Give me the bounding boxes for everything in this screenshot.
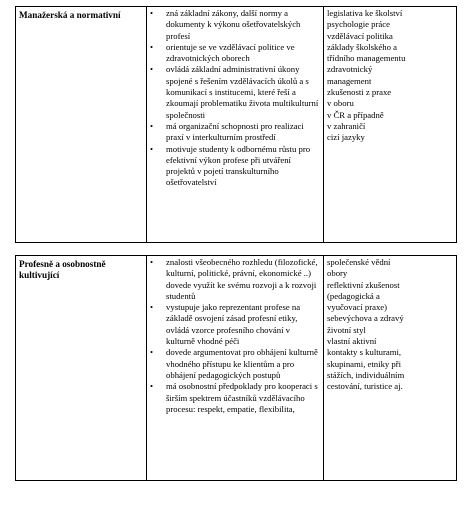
category-cell — [16, 256, 147, 481]
resource-line: (pedagogická a — [327, 290, 380, 301]
resource-line: společenské vědní — [327, 257, 391, 267]
category-label: Manažerská a normativní — [19, 10, 121, 20]
bullet-icon: • — [150, 64, 154, 75]
competency-text: vystupuje jako reprezentant profese na základě osvojení zásad profesní etiky, ovládá vzorce profesního chování v kulturně vhodné péči — [166, 302, 301, 347]
table-row — [16, 256, 457, 481]
resource-line: vyučovací praxe) — [327, 302, 388, 313]
resource-line: cestování, turistice aj. — [327, 381, 403, 392]
list-item — [147, 302, 321, 347]
competency-text: má osobnostní předpoklady pro kooperaci s širším spektrem účastníků vzdělávacího procesu: respekt, empatie, flexibilita, — [166, 381, 318, 414]
resource-line: kontakty s kulturami, — [327, 347, 402, 358]
resource-line: zkušenosti z praxe — [327, 87, 392, 98]
competencies-cell — [147, 7, 324, 243]
list-item — [147, 64, 321, 120]
competency-list — [147, 7, 323, 189]
resource-line: třídního managementu — [327, 53, 406, 64]
list-item — [147, 257, 321, 302]
bullet-icon: • — [150, 41, 154, 52]
resource-line: vlastní aktivní — [327, 336, 377, 347]
list-item — [147, 144, 321, 189]
bullet-icon: • — [150, 347, 154, 358]
competency-table-managerial — [15, 6, 457, 243]
resource-line: reflektivní zkušenost — [327, 279, 400, 290]
resource-line: životní styl — [327, 324, 366, 335]
table-row — [16, 7, 457, 243]
resource-line: základy školského a — [327, 41, 397, 52]
resources-cell — [324, 7, 457, 243]
competency-list — [147, 256, 323, 415]
competency-text: znalosti všeobecného rozhledu (filozofické, kulturní, politické, právní, ekonomické ..) dovede využít ke svému rozvoji a k rozvoji studentů — [166, 257, 318, 301]
resource-list — [324, 7, 456, 144]
resource-line: psychologie práce — [327, 19, 390, 30]
competency-text: zná základní zákony, další normy a dokumenty k výkonu ošetřovatelských profesí — [166, 8, 301, 41]
resource-line: management — [327, 75, 372, 86]
category-label: Profesně a osobnostně kultivující — [19, 259, 106, 281]
bullet-icon: • — [150, 257, 154, 267]
resource-line: legislativa ke školství — [327, 8, 403, 18]
competency-text: má organizační schopnosti pro realizaci praxí v interkulturním prostředí — [166, 120, 304, 143]
list-item — [147, 121, 321, 144]
resource-line: obory — [327, 268, 348, 279]
competency-text: dovede argumentovat pro obhájení kulturně vhodného přístupu ke klientům a pro obhájení pedagogických postupů — [166, 347, 318, 380]
category-cell — [16, 7, 147, 243]
list-item — [147, 381, 321, 415]
resources-cell — [324, 256, 457, 481]
resource-line: v zahraničí — [327, 120, 366, 131]
resource-line: v oboru — [327, 98, 354, 109]
resource-line: stážích, individuálním — [327, 369, 405, 380]
competency-text: ovládá základní administrativní úkony spojené s řešením vzdělávacích úkolů a s komunikací s institucemi, které řeší a zkoumají problematiku života multikulturní společnosti — [166, 64, 319, 120]
competency-text: orientuje se ve vzdělávací politice ve zdravotnických oborech — [166, 41, 295, 64]
bullet-icon: • — [150, 302, 154, 313]
competencies-cell — [147, 256, 324, 481]
list-item — [147, 347, 321, 381]
list-item — [147, 42, 321, 65]
bullet-icon: • — [150, 143, 154, 154]
list-item — [147, 8, 321, 42]
resource-line: cizí jazyky — [327, 132, 365, 143]
bullet-icon: • — [150, 8, 154, 18]
resource-line: vzdělávací politika — [327, 30, 393, 41]
competency-text: motivuje studenty k odbornému růstu pro efektivní výkon profese při utváření projektů v pojetí transkulturního ošetřovatelství — [166, 143, 311, 188]
bullet-icon: • — [150, 120, 154, 131]
resource-line: zdravotnický — [327, 64, 373, 75]
bullet-icon: • — [150, 381, 154, 392]
resource-line: sebevýchova a zdravý — [327, 313, 404, 324]
resource-line: v ČR a případně — [327, 109, 384, 120]
resource-line: skupinami, etniky při — [327, 358, 402, 369]
competency-table-professional — [15, 255, 457, 481]
resource-list — [324, 256, 456, 393]
